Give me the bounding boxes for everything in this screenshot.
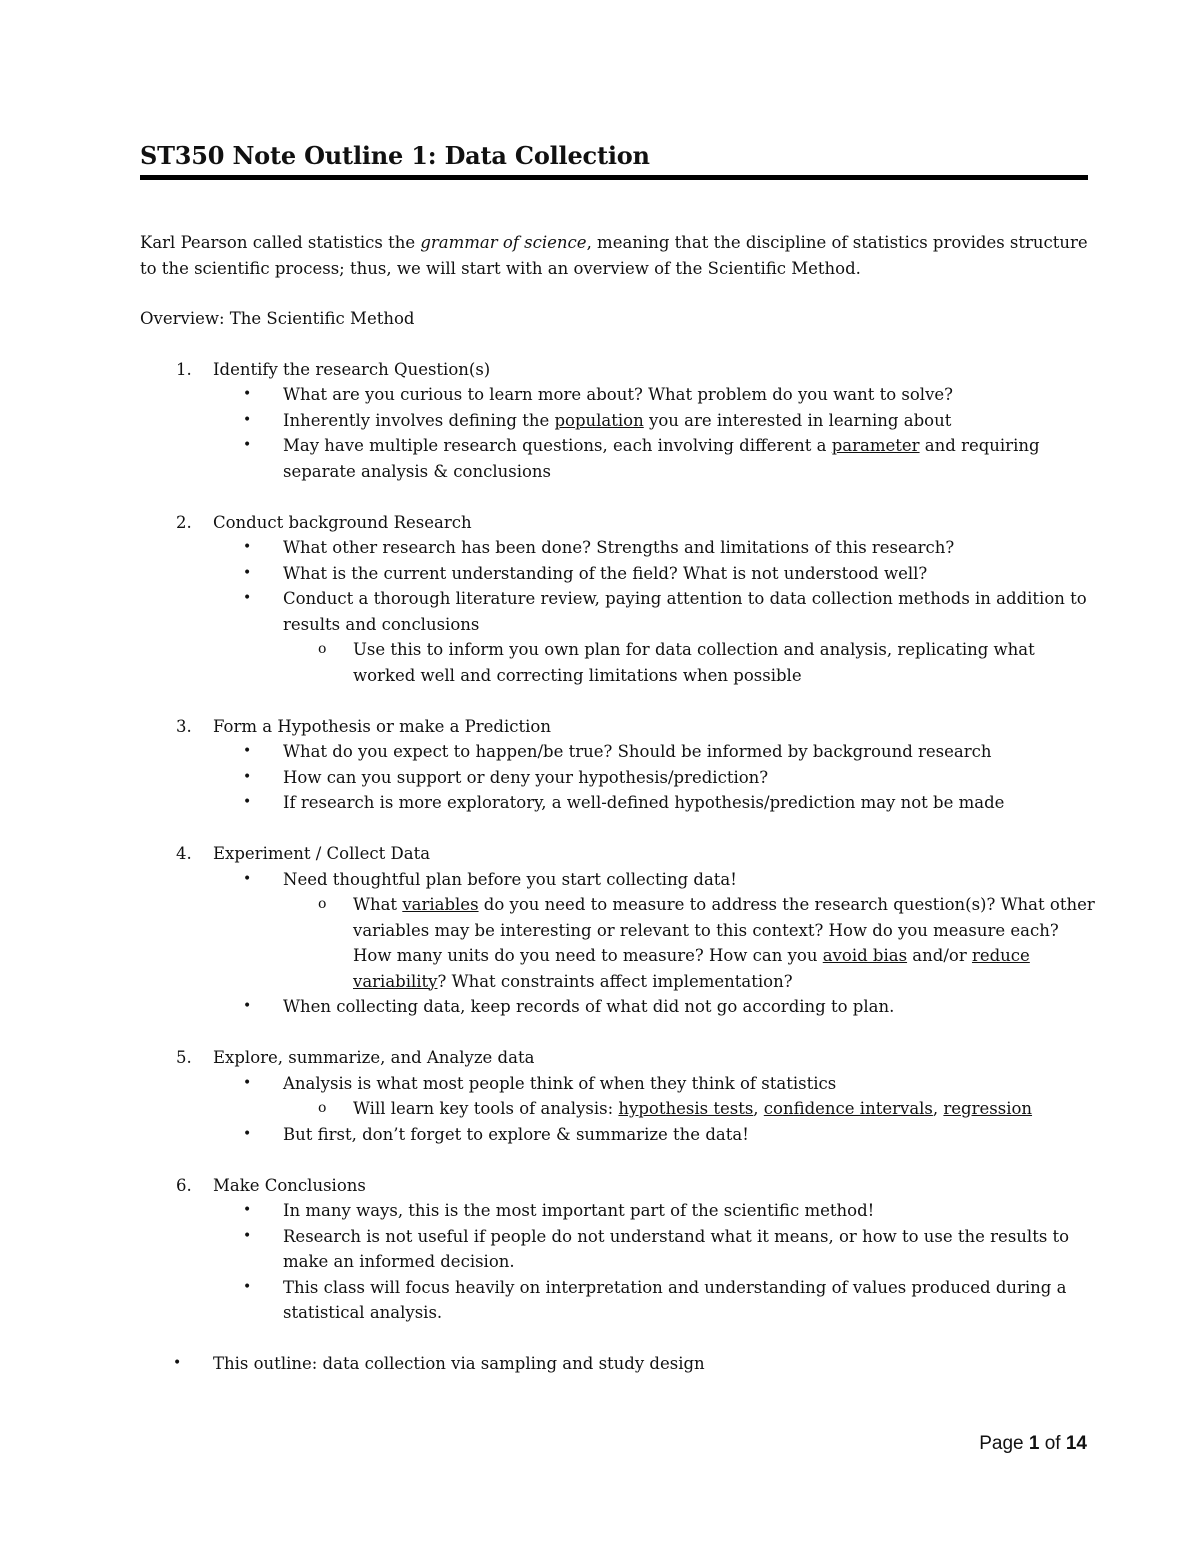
bullet-item xyxy=(140,994,1095,1020)
step-heading xyxy=(140,841,1095,867)
term-variables: variables xyxy=(402,895,479,914)
bullet-icon: • xyxy=(243,743,252,759)
bullet-list xyxy=(140,535,1095,688)
bullet-list xyxy=(140,867,1095,1020)
sub-bullet-item xyxy=(140,1096,1095,1122)
bullet-icon: • xyxy=(243,794,252,810)
intro-italic-phrase: grammar of science xyxy=(420,233,587,252)
step-2 xyxy=(140,510,1095,689)
bullet-icon: • xyxy=(243,870,252,887)
page-word: Page xyxy=(979,1433,1029,1454)
step-number: 2. xyxy=(176,512,192,532)
separator: , xyxy=(753,1099,764,1118)
bullet-text: How can you support or deny your hypothesis/prediction? xyxy=(283,767,769,787)
step-heading xyxy=(140,1173,1095,1199)
intro-text-end: , meaning that the discipline of statistics provides structure to the scientific process; thus, we will start with an overview of the Scientific Method. xyxy=(140,233,1088,278)
step-4 xyxy=(140,841,1095,1020)
bullet-list xyxy=(140,1071,1095,1148)
document-body xyxy=(140,230,1095,1377)
bullet-icon: • xyxy=(243,437,252,453)
bullet-icon: • xyxy=(243,539,252,555)
bullet-text: This class will focus heavily on interpretation and understanding of values produced during a statistical analysis. xyxy=(283,1277,1067,1322)
step-1 xyxy=(140,357,1095,485)
summary-text: This outline: data collection via sampling and study design xyxy=(213,1354,705,1373)
bullet-item xyxy=(140,765,1095,791)
term-regression: regression xyxy=(943,1099,1033,1118)
section-heading: Overview: The Scientific Method xyxy=(140,309,415,328)
bullet-text: What do you expect to happen/be true? Should be informed by background research xyxy=(283,742,992,761)
step-5 xyxy=(140,1045,1095,1147)
bullet-item xyxy=(140,1071,1095,1097)
bullet-item xyxy=(140,561,1095,587)
intro-text-start: Karl Pearson called statistics the xyxy=(140,233,421,252)
bullet-text: May have multiple research questions, each involving different a xyxy=(283,436,832,455)
bullet-text: Conduct a thorough literature review, paying attention to data collection methods in addition to results and conclusions xyxy=(283,589,1087,634)
bullet-icon: • xyxy=(243,590,252,606)
sub-bullet-text: Will learn key tools of analysis: xyxy=(353,1099,619,1118)
bullet-item xyxy=(140,1275,1095,1326)
bullet-list xyxy=(140,1198,1095,1326)
sub-bullet-text: What xyxy=(353,895,403,914)
bullet-text: Need thoughtful plan before you start collecting data! xyxy=(283,869,737,889)
step-label: Explore, summarize, and Analyze data xyxy=(213,1048,535,1067)
bullet-item xyxy=(140,1198,1095,1224)
step-heading xyxy=(140,1045,1095,1071)
bullet-text: you are interested in learning about xyxy=(643,410,952,430)
bullet-list xyxy=(140,382,1095,484)
bullet-text: When collecting data, keep records of what did not go according to plan. xyxy=(283,997,895,1016)
bullet-item xyxy=(140,535,1095,561)
step-label: Make Conclusions xyxy=(213,1175,366,1195)
bullet-item xyxy=(140,586,1095,637)
title-rule xyxy=(140,175,1088,180)
bullet-icon: • xyxy=(243,998,252,1014)
scientific-method-steps xyxy=(140,357,1095,1326)
intro-paragraph xyxy=(140,230,1095,281)
term-reduce-variability: reduce variability xyxy=(353,946,1030,991)
step-label: Experiment / Collect Data xyxy=(213,844,431,863)
step-label: Conduct background Research xyxy=(213,512,472,532)
step-number: 5. xyxy=(176,1048,192,1067)
bullet-item xyxy=(140,1224,1095,1275)
bullet-icon: • xyxy=(243,1278,252,1295)
bullet-text: What is the current understanding of the field? What is not understood well? xyxy=(283,563,928,583)
bullet-icon: • xyxy=(243,1074,252,1091)
of-word: of xyxy=(1039,1433,1066,1454)
step-heading xyxy=(140,357,1095,383)
page-number-footer xyxy=(979,1433,1087,1455)
step-number: 6. xyxy=(176,1175,192,1195)
total-pages: 14 xyxy=(1065,1433,1087,1454)
current-page-number: 1 xyxy=(1028,1433,1040,1454)
bullet-item xyxy=(140,790,1095,816)
bullet-icon: • xyxy=(243,1202,252,1218)
term-hypothesis-tests: hypothesis tests xyxy=(618,1099,754,1118)
sub-bullet-icon: o xyxy=(318,641,327,657)
sub-bullet-text: and/or xyxy=(907,946,972,965)
sub-bullet-item xyxy=(140,892,1095,994)
term-population: population xyxy=(554,410,644,430)
bullet-icon: • xyxy=(243,768,252,785)
bullet-item xyxy=(140,408,1095,434)
bullet-icon: • xyxy=(243,1227,252,1244)
term-parameter: parameter xyxy=(831,436,920,455)
step-label: Identify the research Question(s) xyxy=(213,359,491,379)
bullet-text: Research is not useful if people do not understand what it means, or how to use the results to make an informed decision. xyxy=(283,1226,1070,1271)
step-heading xyxy=(140,714,1095,740)
bullet-text: Inherently involves defining the xyxy=(283,410,555,430)
bullet-text: Analysis is what most people think of when they think of statistics xyxy=(283,1073,837,1093)
bullet-list xyxy=(140,739,1095,816)
step-number: 3. xyxy=(176,716,192,736)
page-title: ST350 Note Outline 1: Data Collection xyxy=(140,141,650,170)
sub-bullet-text: do you need to measure to address the research question(s)? What other variables may be interesting or relevant to this context? How do you measure each? How many units do you need to measure? How can you xyxy=(353,895,1095,965)
separator: , xyxy=(932,1099,944,1118)
outline-summary-bullet xyxy=(140,1351,1095,1377)
term-avoid-bias: avoid bias xyxy=(822,946,908,965)
sub-bullet-text: Use this to inform you own plan for data collection and analysis, replicating what worked well and correcting limitations when possible xyxy=(353,640,1035,685)
bullet-item xyxy=(140,1122,1095,1148)
bullet-text: In many ways, this is the most important part of the scientific method! xyxy=(283,1201,875,1220)
sub-bullet-icon: o xyxy=(318,896,327,912)
bullet-text: But first, don’t forget to explore & summarize the data! xyxy=(283,1124,749,1144)
bullet-item xyxy=(140,382,1095,408)
bullet-item xyxy=(140,433,1095,484)
step-number: 1. xyxy=(176,359,192,379)
sub-bullet-text: ? What constraints affect implementation? xyxy=(437,971,793,991)
bullet-text: What other research has been done? Strengths and limitations of this research? xyxy=(283,538,955,557)
step-label: Form a Hypothesis or make a Prediction xyxy=(213,716,551,736)
bullet-text: and requiring separate analysis & conclusions xyxy=(283,436,1040,481)
sub-bullet-item xyxy=(140,637,1095,688)
bullet-item xyxy=(140,739,1095,765)
bullet-icon: • xyxy=(243,1125,252,1142)
bullet-icon: • xyxy=(243,564,252,581)
step-3 xyxy=(140,714,1095,816)
step-number: 4. xyxy=(176,844,192,863)
bullet-text: If research is more exploratory, a well-defined hypothesis/prediction may not be made xyxy=(283,793,1005,812)
bullet-icon: • xyxy=(173,1355,182,1371)
sub-bullet-icon: o xyxy=(318,1100,327,1116)
bullet-item xyxy=(140,867,1095,893)
term-confidence-intervals: confidence intervals xyxy=(763,1099,933,1118)
bullet-icon: • xyxy=(243,411,252,428)
bullet-icon: • xyxy=(243,386,252,402)
step-heading xyxy=(140,510,1095,536)
bullet-text: What are you curious to learn more about? What problem do you want to solve? xyxy=(283,385,953,404)
step-6 xyxy=(140,1173,1095,1326)
